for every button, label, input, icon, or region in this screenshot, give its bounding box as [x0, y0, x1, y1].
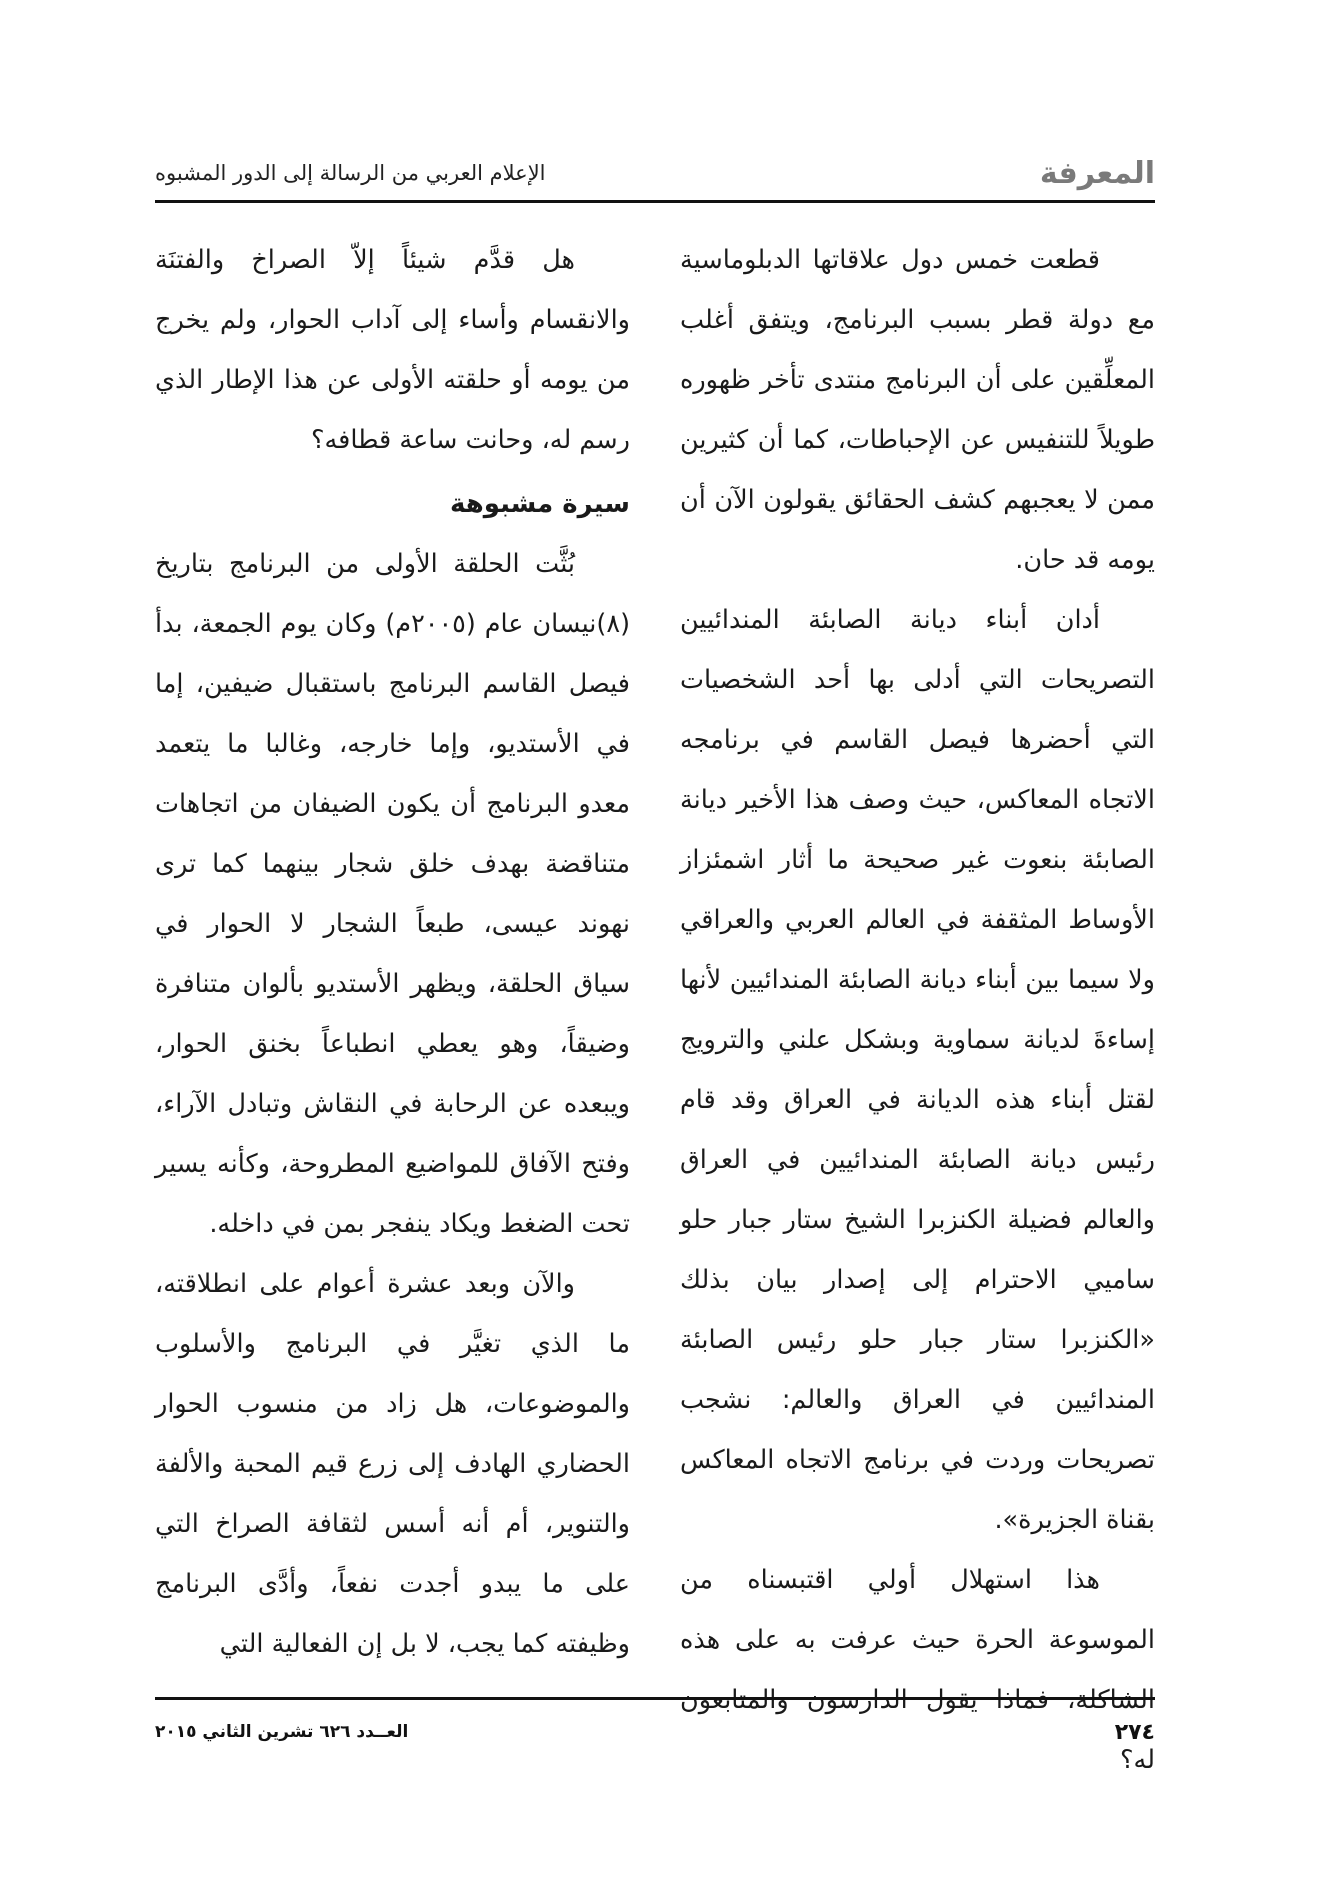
paragraph: قطعت خمس دول علاقاتها الدبلوماسية مع دولة قطر بسبب البرنامج، ويتفق أغلب المعلِّقين على أن البرنامج منتدى تأخر ظهوره طويلاً للتنفيس عن الإحباطات، كما أن كثيرين ممن لا يعجبهم كشف الحقائق يقولون الآن أن يومه قد حان.	[680, 245, 1155, 575]
left-column	[155, 230, 630, 1674]
running-title: الإعلام العربي من الرسالة إلى الدور المشبوه	[155, 161, 546, 185]
magazine-logo: المعرفة	[1039, 155, 1155, 191]
right-column	[680, 230, 1155, 1790]
paragraph: والآن وبعد عشرة أعوام على انطلاقته، ما الذي تغيَّر في البرنامج والأسلوب والموضوعات، هل زاد من منسوب الحوار الحضاري الهادف إلى زرع قيم المحبة والألفة والتنوير، أم أنه أسس لثقافة الصراخ التي على ما يبدو أجدت نفعاً، وأدَّى البرنامج وظيفته كما يجب، لا بل إن الفعالية التي	[155, 1269, 630, 1659]
section-heading: سيرة مشبوهة	[449, 489, 630, 519]
footer-rule	[155, 1697, 1155, 1700]
issue-info: العــدد ٦٢٦ تشرين الثاني ٢٠١٥	[155, 1722, 409, 1742]
paragraph: بُثَّت الحلقة الأولى من البرنامج بتاريخ (٨)نيسان عام (٢٠٠٥م) وكان يوم الجمعة، بدأ فيصل القاسم البرنامج باستقبال ضيفين، إما في الأستديو، وإما خارجه، وغالبا ما يتعمد معدو البرنامج أن يكون الضيفان من اتجاهات متناقضة بهدف خلق شجار بينهما كما ترى نهوند عيسى، طبعاً الشجار لا الحوار في سياق الحلقة، ويظهر الأستديو بألوان متنافرة وضيقاً، وهو يعطي انطباعاً بخنق الحوار، ويبعده عن الرحابة في النقاش وتبادل الآراء، وفتح الآفاق للمواضيع المطروحة، وكأنه يسير تحت الضغط ويكاد ينفجر بمن في داخله.	[155, 549, 631, 1239]
header-rule	[155, 200, 1155, 203]
page-header	[155, 150, 1155, 196]
paragraph: هل قدَّم شيئاً إلاّ الصراخ والفتنَة والانقسام وأساء إلى آداب الحوار، ولم يخرج من يومه أو حلقته الأولى عن هذا الإطار الذي رسم له، وحانت ساعة قطافه؟	[155, 245, 630, 455]
paragraph: هذا استهلال أولي اقتبسناه من الموسوعة الحرة حيث عرفت به على هذه الشاكلة، فماذا يقول الدارسون والمتابعون له؟	[680, 1565, 1155, 1775]
paragraph: أدان أبناء ديانة الصابئة المندائيين التصريحات التي أدلى بها أحد الشخصيات التي أحضرها فيصل القاسم في برنامجه الاتجاه المعاكس، حيث وصف هذا الأخير ديانة الصابئة بنعوت غير صحيحة ما أثار اشمئزاز الأوساط المثقفة في العالم العربي والعراقي ولا سيما بين أبناء ديانة الصابئة المندائيين لأنها إساءةَ لديانة سماوية وبشكل علني والترويج لقتل أبناء هذه الديانة في العراق وقد قام رئيس ديانة الصابئة المندائيين في العراق والعالم فضيلة الكنزبرا الشيخ ستار جبار حلو ساميي الاحترام إلى إصدار بيان بذلك «الكنزبرا ستار جبار حلو رئيس الصابئة المندائيين في العراق والعالم: نشجب تصريحات وردت في برنامج الاتجاه المعاكس بقناة الجزيرة».	[680, 605, 1155, 1535]
page-footer	[155, 1712, 1155, 1752]
page-number: ٢٧٤	[1114, 1719, 1155, 1745]
